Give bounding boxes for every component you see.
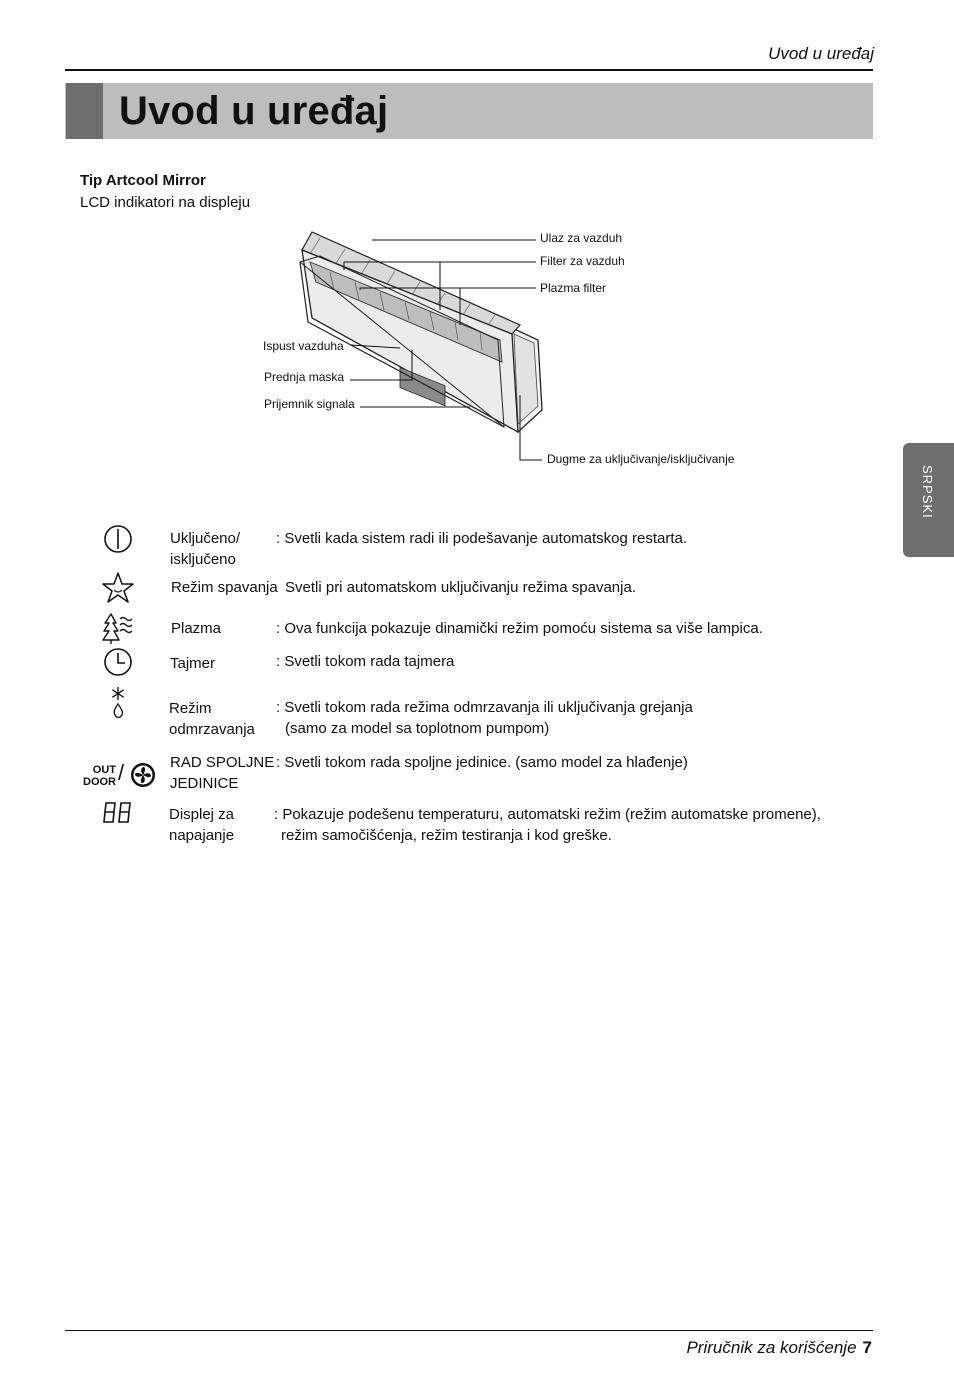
footer [686,1338,872,1358]
callout-onoff-button: Dugme za uključivanje/isključivanje [547,452,735,466]
defrost-icon [101,686,135,720]
language-tab-label: SRPSKI [920,465,935,519]
page-number: 7 [862,1338,872,1357]
seven-segment-icon [102,801,134,825]
timer-clock-icon [101,645,135,679]
title-marker [66,83,103,139]
callout-plasma-filter: Plazma filter [540,281,607,295]
indicator-name-power: Uključeno/ isključeno [170,530,241,568]
section-subheading: LCD indikatori na displeju [80,194,251,211]
callout-air-outlet: Ispust vazduha [263,339,344,353]
outdoor-fan-icon [130,762,156,788]
indicator-name-defrost: Režim odmrzavanja [169,700,255,738]
indicator-name-sleep: Režim spavanja [171,579,278,596]
indicator-name-display: Displej za napajanje [169,806,235,844]
power-icon [101,522,135,556]
indicator-desc-sleep: Svetli pri automatskom uključivanju režima spavanja. [285,579,636,596]
outdoor-text-icon: OUT DOOR [83,764,116,788]
indicator-name-timer: Tajmer [170,655,216,672]
indicator-desc-outdoor: : Svetli tokom rada spoljne jedinice. (samo model za hlađenje) [276,754,688,771]
callout-air-inlet: Ulaz za vazduh [540,231,623,245]
running-header: Uvod u uređaj [768,44,874,63]
sleep-star-icon [101,571,135,605]
indicator-desc-plasma: : Ova funkcija pokazuje dinamički režim pomoću sistema sa više lampica. [276,620,763,637]
indicator-name-plasma: Plazma [171,620,222,637]
section-heading: Tip Artcool Mirror [80,172,206,189]
language-tab [903,443,954,557]
outdoor-slash: / [118,760,125,785]
callout-front-grille: Prednja maska [264,370,345,384]
indicator-desc-defrost: : Svetli tokom rada režima odmrzavanja ili uključivanja grejanja (samo za model sa toplotnom pumpom) [276,699,693,737]
header-rule [65,69,873,71]
plasma-icon [101,611,135,645]
indicator-desc-power: : Svetli kada sistem radi ili podešavanje automatskog restarta. [276,530,688,547]
indicator-name-outdoor: RAD SPOLJNE JEDINICE [170,754,275,792]
indicator-desc-timer: : Svetli tokom rada tajmera [276,653,455,670]
indicator-desc-display: : Pokazuje podešenu temperaturu, automatski režim (režim automatske promene), režim samočišćenja, režim testiranja i kod greške. [274,806,821,844]
callout-signal-receiver: Prijemnik signala [264,397,355,411]
callout-air-filter: Filter za vazduh [540,254,625,268]
footer-rule [65,1330,873,1331]
page-title: Uvod u uređaj [119,89,389,133]
footer-manual-title: Priručnik za korišćenje [686,1338,857,1357]
